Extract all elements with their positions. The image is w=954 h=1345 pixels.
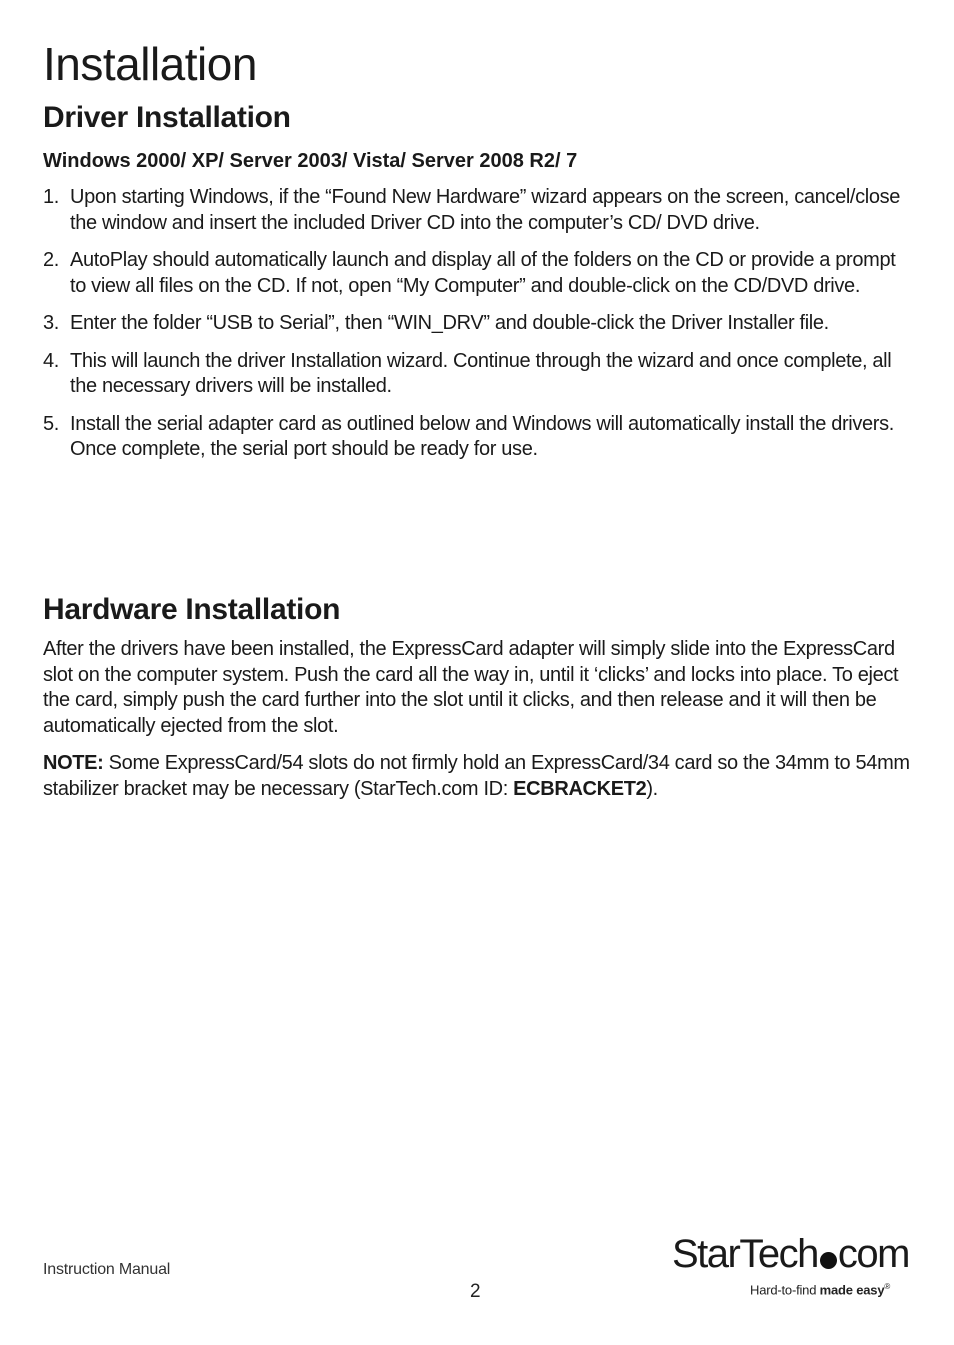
step-text: AutoPlay should automatically launch and display all of the folders on the CD or provide a prompt to view all files on the CD. If not, open “My Computer” and double-click on the CD/DVD drive. [70,249,896,297]
step-number: 1. [43,186,59,208]
registered-mark: ® [884,1282,891,1291]
list-item [43,412,911,463]
step-text: Upon starting Windows, if the “Found New Hardware” wizard appears on the screen, cancel/close the window and insert the included Driver CD into the computer’s CD/ DVD drive. [70,186,901,234]
hardware-installation-heading: Hardware Installation [43,593,341,626]
step-number: 2. [43,249,59,271]
page-title: Installation [43,38,257,90]
list-item [43,349,911,400]
logo-tagline [750,1282,890,1297]
logo-word-end: com [837,1232,909,1276]
step-number: 4. [43,349,59,372]
os-versions-heading: Windows 2000/ XP/ Server 2003/ Vista/ Server 2008 R2/ 7 [43,150,578,172]
note-text: Some ExpressCard/54 slots do not firmly hold an ExpressCard/34 card so the 34mm to 54mm stabilizer bracket may be necessary (StarTech.com ID: [43,752,910,800]
startech-logo [672,1232,912,1304]
logo-wordmark [672,1232,909,1276]
step-number: 5. [43,412,59,435]
product-id: ECBRACKET2 [513,777,647,800]
driver-steps-list [43,185,911,475]
list-item [43,311,911,337]
tagline-plain: Hard-to-find [750,1282,820,1298]
footer-manual-label: Instruction Manual [43,1261,171,1278]
logo-word-start: StarTech [672,1232,818,1276]
driver-installation-heading: Driver Installation [43,101,291,134]
step-text: This will launch the driver Installation wizard. Continue through the wizard and once complete, all the necessary drivers will be installed. [70,349,892,397]
page-number: 2 [470,1281,481,1302]
hardware-paragraph: After the drivers have been installed, the ExpressCard adapter will simply slide into the ExpressCard slot on the computer system. Push the card all the way in, until it ‘clicks’ and locks into place. To eject the card, simply push the card further into the slot until it clicks, and then release and it will then be automatically ejected from the slot. [43,638,899,737]
logo-dot-icon [820,1252,837,1269]
step-text: Enter the folder “USB to Serial”, then “WIN_DRV” and double-click the Driver Installer file. [70,312,829,334]
note-end: ). [646,777,658,800]
list-item [43,248,911,299]
tagline-bold: made easy [819,1282,885,1298]
step-number: 3. [43,312,59,334]
note-label: NOTE: [43,752,104,774]
note-paragraph [43,751,911,802]
list-item [43,185,911,236]
step-text: Install the serial adapter card as outlined below and Windows will automatically install the drivers. Once complete, the serial port should be ready for use. [70,412,894,460]
